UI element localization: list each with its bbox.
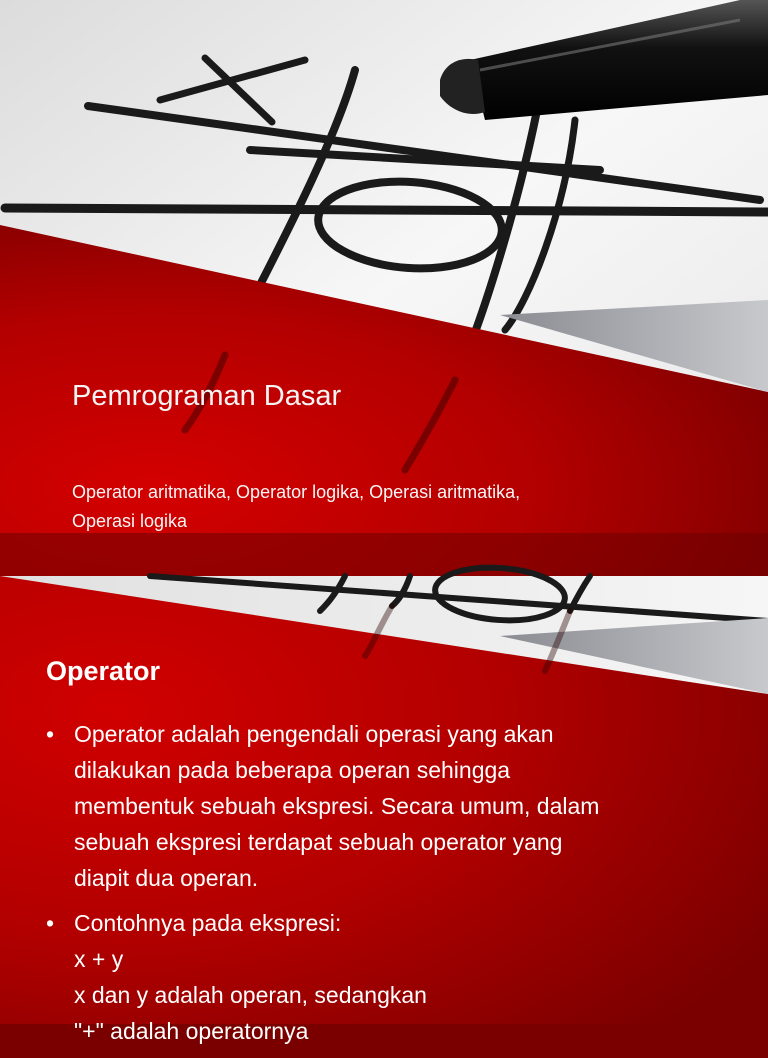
bullet-line: x dan y adalah operan, sedangkan: [74, 982, 427, 1008]
subtitle-line: Operasi logika: [72, 511, 188, 531]
bullet-line: "+" adalah operatornya: [74, 1018, 309, 1044]
bullet-dot-icon: •: [46, 721, 55, 747]
bullet-line: sebuah ekspresi terdapat sebuah operator yang: [74, 829, 563, 855]
bullet-item: [46, 905, 736, 1049]
slide-title: Operator: [46, 656, 161, 686]
subtitle-line: Operator aritmatika, Operator logika, Operasi aritmatika,: [72, 482, 521, 502]
bullet-line: dilakukan pada beberapa operan sehingga: [74, 757, 511, 783]
bullet-line: diapit dua operan.: [74, 865, 259, 891]
content-slide: [0, 576, 768, 1044]
bullet-line: Operator adalah pengendali operasi yang akan: [74, 721, 554, 747]
slide-subtitle: [72, 478, 712, 536]
bullet-line: Contohnya pada ekspresi:: [74, 910, 342, 936]
bullet-line: x + y: [74, 946, 124, 972]
bullet-list: [46, 716, 736, 1058]
bullet-dot-icon: •: [46, 910, 55, 936]
bullet-line: membentuk sebuah ekspresi. Secara umum, dalam: [74, 793, 600, 819]
slide-title: Pemrograman Dasar: [72, 380, 342, 412]
bullet-item: [46, 716, 736, 896]
